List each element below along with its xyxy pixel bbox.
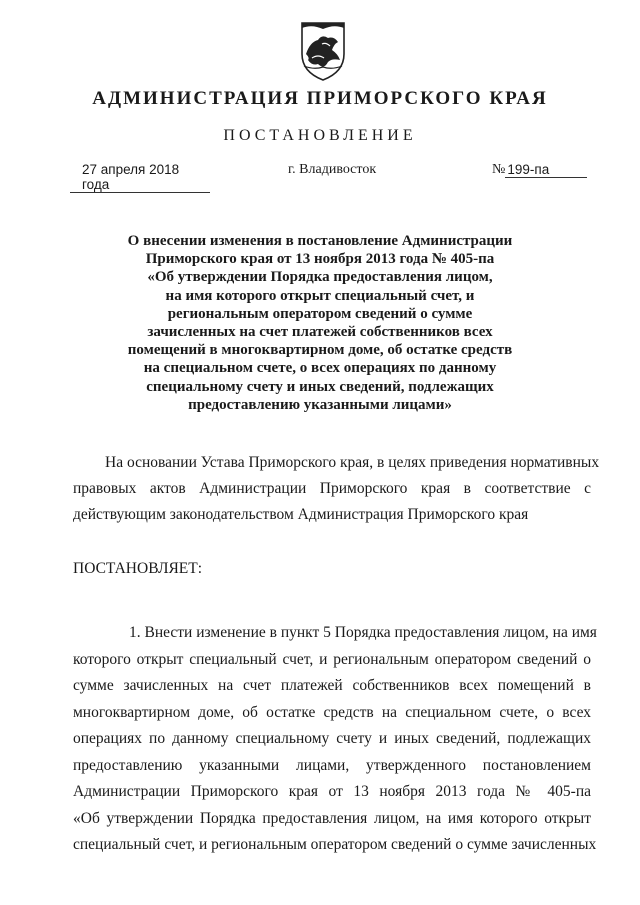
subject-line: предоставлению указанными лицами»: [188, 396, 452, 413]
subject-line: на специальном счете, о всех операциях по данному: [143, 360, 497, 377]
subject-line: специальному счету и иных сведений, подлежащих: [146, 378, 494, 395]
preamble-paragraph: [73, 450, 600, 528]
number-sign: №: [492, 162, 506, 177]
subject-line: «Об утверждении Порядка предоставления лицом,: [147, 269, 493, 286]
number-value: 199-па: [505, 162, 587, 178]
item-line: многоквартирном доме, об остатке средств на специальном счете, о всех: [73, 703, 591, 721]
decree-item-1: [73, 620, 597, 859]
document-date: 27 апреля 2018 года: [70, 162, 210, 193]
subject-line: помещений в многоквартирном доме, об остатке средств: [127, 342, 513, 359]
subject-line: на имя которого открыт специальный счет, и: [165, 287, 475, 304]
item-line: операциях по данному специальному счету и иных сведений, подлежащих: [73, 730, 591, 747]
subject-line: О внесении изменения в постановление Администрации: [127, 233, 513, 249]
item-line: 1. Внести изменение в пункт 5 Порядка предоставления лицом, на имя: [129, 624, 597, 641]
item-line: «Об утверждении Порядка предоставления лицом, на имя которого открыт: [73, 809, 591, 827]
item-line: предоставлению указанными лицами, утвержденного постановлением: [73, 756, 591, 774]
decree-word: ПОСТАНОВЛЯЕТ:: [73, 560, 203, 577]
item-line: сумме зачисленных на счет платежей собственников всех помещений в: [73, 677, 591, 694]
subject-line: Приморского края от 13 ноября 2013 года № 405-па: [145, 251, 495, 268]
item-line: специальный счет, и региональным оператором сведений о сумме зачисленных: [73, 836, 597, 853]
item-line: Администрации Приморского края от 13 ноября 2013 года № 405-па: [73, 783, 591, 800]
subject-line: региональным оператором сведений о сумме: [167, 305, 473, 322]
preamble-line: действующим законодательством Администрация Приморского края: [73, 506, 529, 523]
preamble-line: правовых актов Администрации Приморского края в соответствие с: [73, 480, 591, 497]
preamble-line: На основании Устава Приморского края, в целях приведения нормативных: [105, 454, 600, 471]
organization-title: АДМИНИСТРАЦИЯ ПРИМОРСКОГО КРАЯ: [92, 88, 548, 109]
document-type-title: ПОСТАНОВЛЕНИЕ: [223, 127, 417, 144]
subject-line: зачисленных на счет платежей собственников всех: [147, 324, 493, 341]
document-number: [492, 162, 587, 178]
document-subject: [120, 232, 520, 414]
item-line: которого открыт специальный счет, и региональным оператором сведений о: [73, 650, 591, 668]
document-city: г. Владивосток: [288, 162, 377, 177]
coat-of-arms-emblem-icon: [298, 20, 348, 82]
